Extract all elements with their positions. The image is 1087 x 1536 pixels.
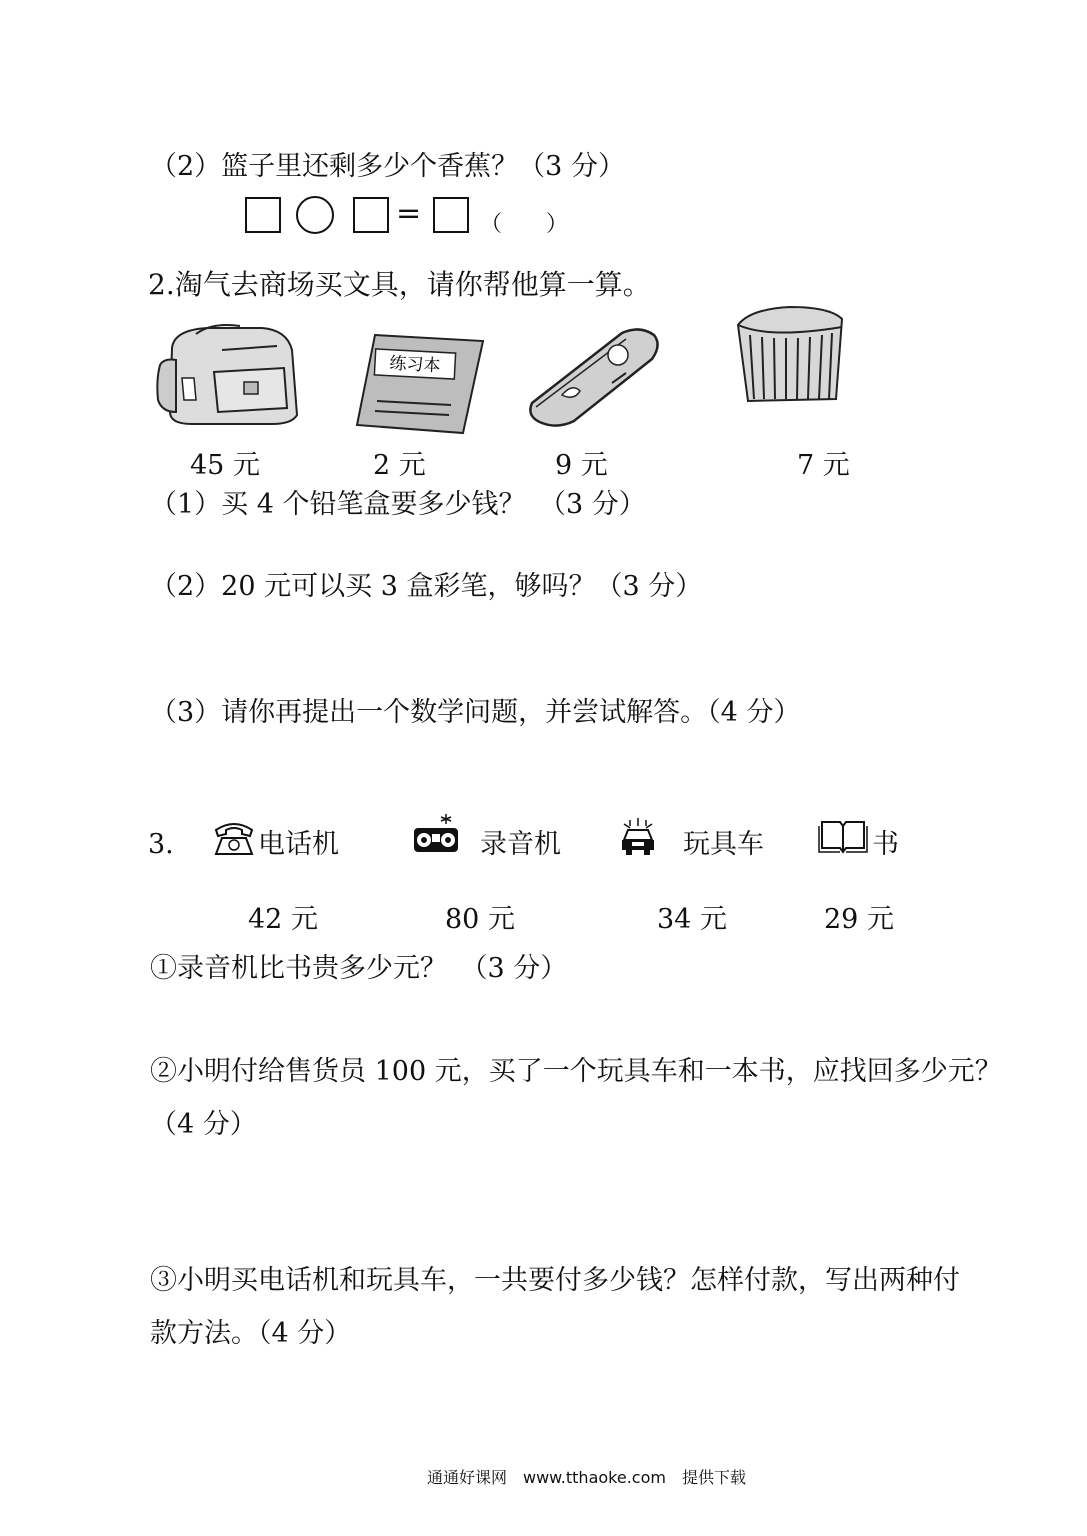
pencil-case-icon (522, 325, 664, 427)
equals-sign: = (396, 196, 422, 231)
toy-car-label: 玩具车 (683, 829, 764, 860)
radio-recorder-icon (412, 812, 460, 856)
answer-box-1[interactable] (245, 197, 281, 233)
telephone-icon (212, 820, 256, 856)
exercise-book-price: 2 元 (373, 450, 426, 481)
pencil-case-price: 9 元 (555, 450, 608, 481)
answer-box-2[interactable] (353, 197, 389, 233)
backpack-price: 45 元 (190, 450, 260, 481)
q3-sub2-line1: ②小明付给售货员 100 元，买了一个玩具车和一本书，应找回多少元？ (150, 1056, 1002, 1087)
radio-recorder-price: 80 元 (445, 904, 515, 935)
toy-car-price: 34 元 (657, 904, 727, 935)
toy-car-icon (620, 818, 656, 856)
q3-sub3-line2: 款方法。（4 分） (150, 1318, 352, 1349)
telephone-label: 电话机 (258, 829, 339, 860)
q2-sub1: （1）买 4 个铅笔盒要多少钱？ （3 分） (150, 489, 646, 520)
answer-box-3[interactable] (433, 197, 469, 233)
backpack-icon (152, 320, 302, 430)
telephone-price: 42 元 (248, 904, 318, 935)
book-icon (818, 818, 868, 854)
color-pens-price: 7 元 (797, 450, 850, 481)
q2-sub3: （3）请你再提出一个数学问题，并尝试解答。（4 分） (150, 697, 801, 728)
operator-circle[interactable] (296, 196, 334, 234)
q3-sub1: ①录音机比书贵多少元？ （3 分） (150, 953, 568, 984)
q3-number: 3. (148, 829, 174, 860)
color-pens-icon (730, 305, 845, 405)
book-label: 书 (872, 829, 899, 860)
q3-sub2-line2: （4 分） (150, 1109, 257, 1140)
book-price: 29 元 (824, 904, 894, 935)
radio-recorder-label: 录音机 (480, 829, 561, 860)
footer-text: 通通好课网 www.tthaoke.com 提供下载 (427, 1468, 746, 1487)
q2-sub2: （2）20 元可以买 3 盒彩笔，够吗？（3 分） (150, 571, 703, 602)
q2-title: 2.淘气去商场买文具，请你帮他算一算。 (148, 268, 651, 301)
unit-paren[interactable]: （ ） (480, 212, 569, 237)
exercise-book-icon (355, 333, 485, 435)
q1-sub2-text: （2）篮子里还剩多少个香蕉？（3 分） (150, 151, 625, 182)
q3-sub3-line1: ③小明买电话机和玩具车，一共要付多少钱？怎样付款，写出两种付 (150, 1265, 960, 1296)
exercise-book-label: 练习本 (388, 353, 441, 377)
